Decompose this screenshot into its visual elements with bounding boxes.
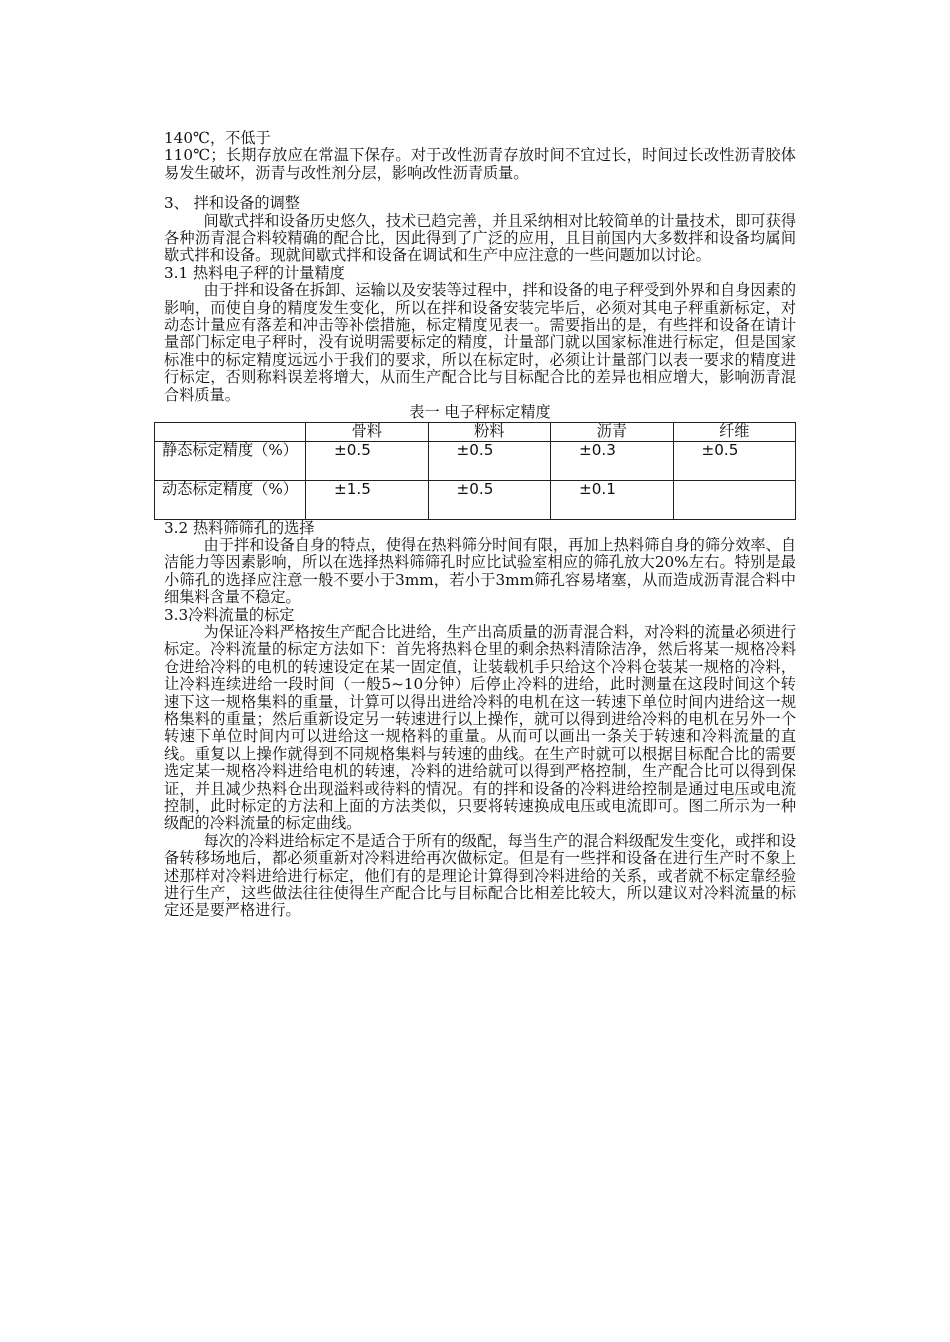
section-3-heading: 3、 拌和设备的调整 xyxy=(164,194,300,213)
calibration-table xyxy=(154,422,796,520)
document-page xyxy=(164,130,796,920)
table-header-filler: 粉料 xyxy=(428,422,551,441)
section-3-2-heading: 3.2 热料筛筛孔的选择 xyxy=(164,518,315,537)
table-row xyxy=(155,441,796,480)
table-header-row xyxy=(155,422,796,441)
table-row xyxy=(155,480,796,519)
section-3-2-body: 由于拌和设备自身的特点，使得在热料筛分时间有限，再加上热料筛自身的筛分效率、自洁能力等因素影响，所以在选择热料筛筛孔时应比试验室相应的筛孔放大20%左右。特别是最小筛孔的选择应注意一般不要小于3mm，若小于3mm筛孔容易堵塞，从而造成沥青混合料中细集料含量不稳定。 xyxy=(164,535,796,607)
table-header-fiber: 纤维 xyxy=(673,422,796,441)
row-label-dynamic: 动态标定精度（%） xyxy=(155,480,306,519)
section-3-3-body-2: 每次的冷料进给标定不是适合于所有的级配，每当生产的混合料级配发生变化，或拌和设备转移场地后，都必须重新对冷料进给再次做标定。但是有一些拌和设备在进行生产时不象上述那样对冷料进给进行标定，他们有的是理论计算得到冷料进给的关系，或者就不标定靠经验进行生产，这些做法往往使得生产配合比与目标配合比相差比较大，所以建议对冷料流量的标定还是要严格进行。 xyxy=(164,831,796,920)
table-cell: ±0.5 xyxy=(428,441,551,480)
section-3-1-heading: 3.1 热料电子秤的计量精度 xyxy=(164,263,345,282)
section-3-1-body: 由于拌和设备在拆卸、运输以及安装等过程中，拌和设备的电子秤受到外界和自身因素的影响，而使自身的精度发生变化，所以在拌和设备安装完毕后，必须对其电子秤重新标定，对动态计量应有落差和冲击等补偿措施，标定精度见表一。需要指出的是，有些拌和设备在请计量部门标定电子秤时，没有说明需要标定的精度，计量部门就以国家标准进行标定，但是国家标准中的标定精度远远小于我们的要求，所以在标定时，必须让计量部门以表一要求的精度进行标定，否则称料误差将增大，从而生产配合比与目标配合比的差异也相应增大，影响沥青混合料质量。 xyxy=(164,281,796,404)
table-header-asphalt: 沥青 xyxy=(551,422,674,441)
table-cell: ±0.5 xyxy=(673,441,796,480)
table-cell: ±0.3 xyxy=(551,441,674,480)
table-cell: ±1.5 xyxy=(306,480,429,519)
table-cell: ±0.5 xyxy=(306,441,429,480)
table-cell: ±0.1 xyxy=(551,480,674,519)
table-header-blank xyxy=(155,422,306,441)
section-3-intro: 间歇式拌和设备历史悠久，技术已趋完善，并且采纳相对比较简单的计量技术，即可获得各种沥青混合料较精确的配合比，因此得到了广泛的应用，且目前国内大多数拌和设备均属间歇式拌和设备。现就间歇式拌和设备在调试和生产中应注意的一些问题加以讨论。 xyxy=(164,211,796,265)
table-header-aggregate: 骨料 xyxy=(306,422,429,441)
row-label-static: 静态标定精度（%） xyxy=(155,441,306,480)
table-caption: 表一 电子秤标定精度 xyxy=(409,403,551,422)
section-3-3-body-1: 为保证冷料严格按生产配合比进给，生产出高质量的沥青混合料，对冷料的流量必须进行标定。冷料流量的标定方法如下：首先将热料仓里的剩余热料清除洁净，然后将某一规格冷料仓进给冷料的电机的转速设定在某一固定值，让装载机手只给这个冷料仓装某一规格的冷料，让冷料连续进给一段时间（一般5~10分钟）后停止冷料的进给，此时测量在这段时间这个转速下这一规格集料的重量，计算可以得出进给冷料的电机在这一转速下单位时间内进给这一规格集料的重量；然后重新设定另一转速进行以上操作，就可以得到进给冷料的电机在另外一个转速下单位时间内可以进给这一规格料的重量。从而可以画出一条关于转速和冷料流量的直线。重复以上操作就得到不同规格集料与转速的曲线。在生产时就可以根据目标配合比的需要选定某一规格冷料进给电机的转速，冷料的进给就可以得到严格控制，生产配合比可以得到保证，并且减少热料仓出现溢料或待料的情况。有的拌和设备的冷料进给控制是通过电压或电流控制，此时标定的方法和上面的方法类似，只要将转速换成电压或电流即可。图二所示为一种级配的冷料流量的标定曲线。 xyxy=(164,622,796,833)
section-3-3-heading: 3.3冷料流量的标定 xyxy=(164,605,295,624)
paragraph-temp-1: 140℃，不低于 xyxy=(164,129,271,147)
table-cell: ±0.5 xyxy=(428,480,551,519)
paragraph-temp-2: 110℃；长期存放应在常温下保存。对于改性沥青存放时间不宜过长，时间过长改性沥青胶体易发生破坏，沥青与改性剂分层，影响改性沥青质量。 xyxy=(164,146,796,182)
table-cell xyxy=(673,480,796,519)
